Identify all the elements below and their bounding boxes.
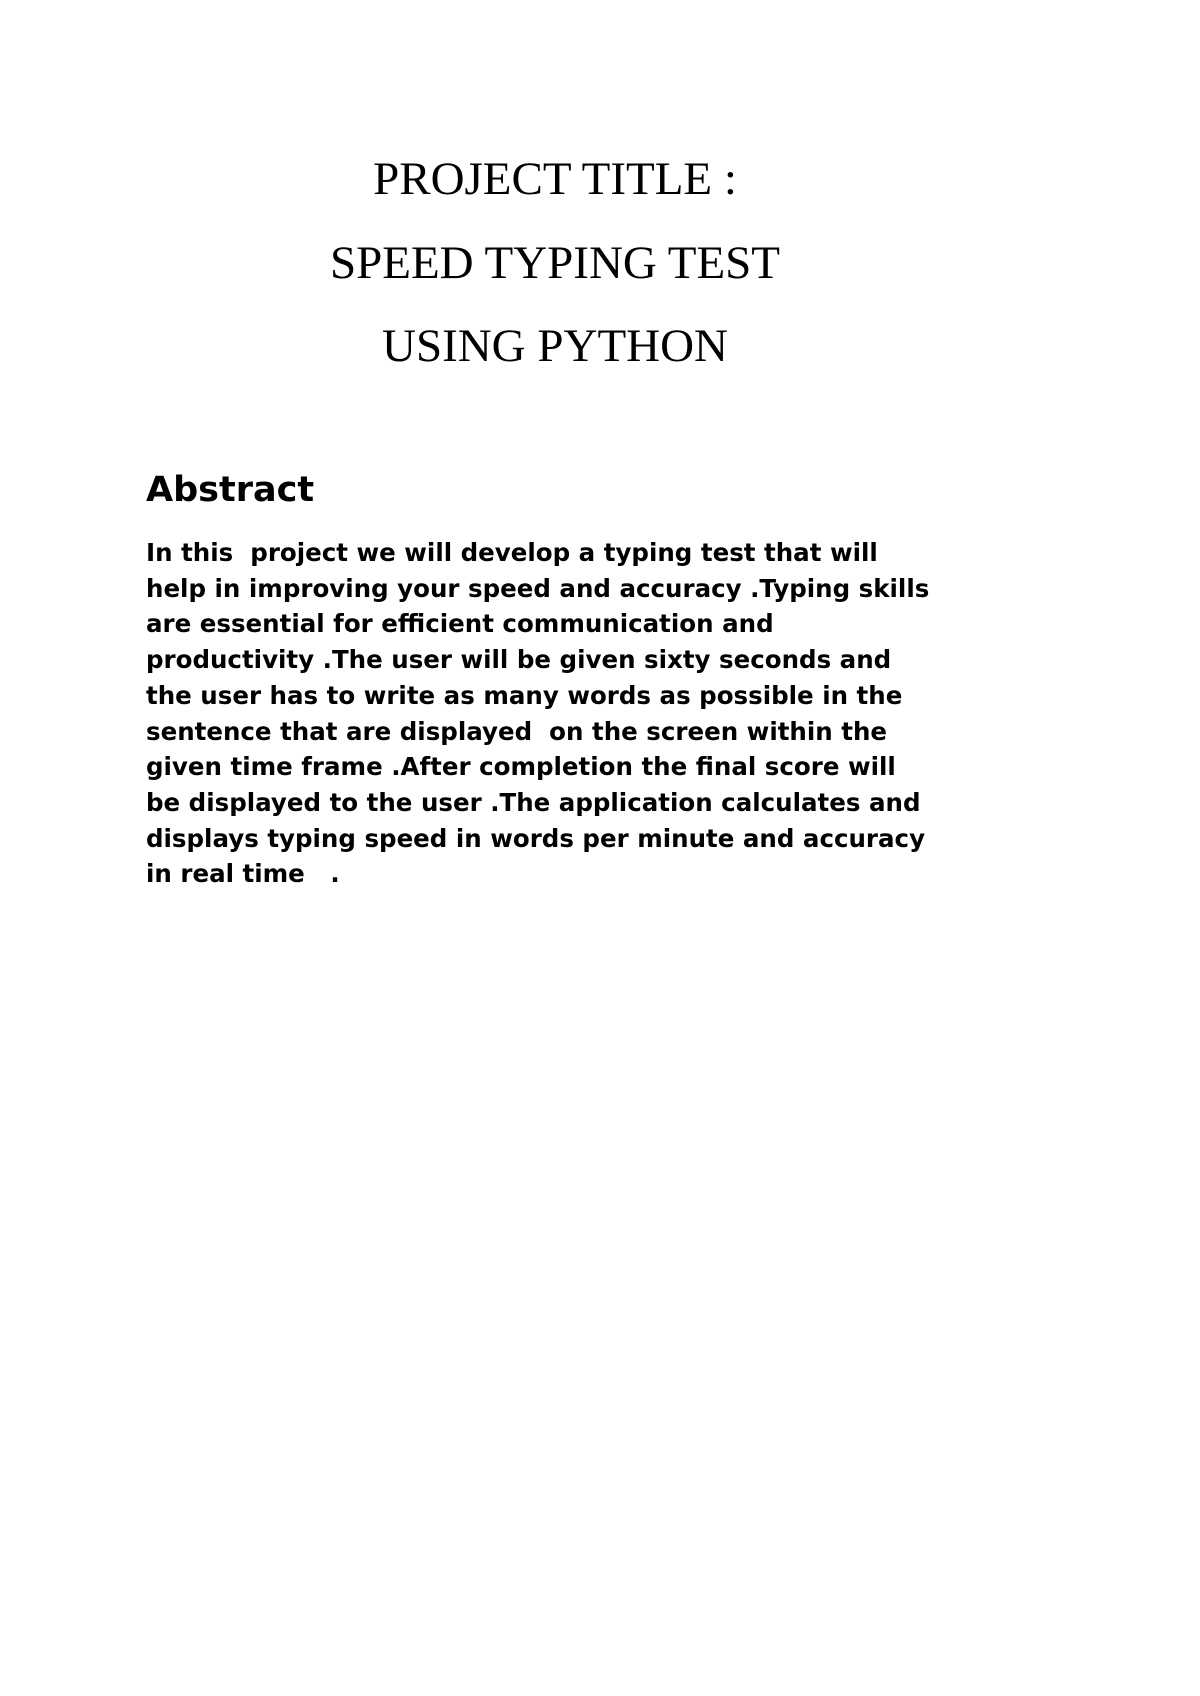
abstract-line: the user has to write as many words as possible in the bbox=[146, 680, 903, 710]
abstract-line: are essential for efficient communication and bbox=[146, 609, 774, 639]
project-title-line-2: SPEED TYPING TEST bbox=[329, 237, 781, 289]
abstract-line: given time frame .After completion the final score will bbox=[146, 752, 896, 782]
abstract-line: in real time . bbox=[146, 859, 340, 889]
abstract-line: sentence that are displayed on the screen within the bbox=[146, 716, 888, 746]
abstract-line: help in improving your speed and accuracy .Typing skills bbox=[146, 573, 930, 603]
abstract-line: productivity .The user will be given sixty seconds and bbox=[146, 645, 892, 675]
abstract-heading: Abstract bbox=[146, 470, 315, 510]
abstract-body bbox=[146, 535, 1096, 892]
abstract-line: displays typing speed in words per minute and accuracy bbox=[146, 823, 926, 853]
abstract-line: be displayed to the user .The application calculates and bbox=[146, 787, 921, 817]
abstract-line: In this project we will develop a typing test that will bbox=[146, 538, 878, 567]
project-title-line-3: USING PYTHON bbox=[382, 320, 728, 372]
project-title-line-1: PROJECT TITLE : bbox=[373, 153, 737, 205]
